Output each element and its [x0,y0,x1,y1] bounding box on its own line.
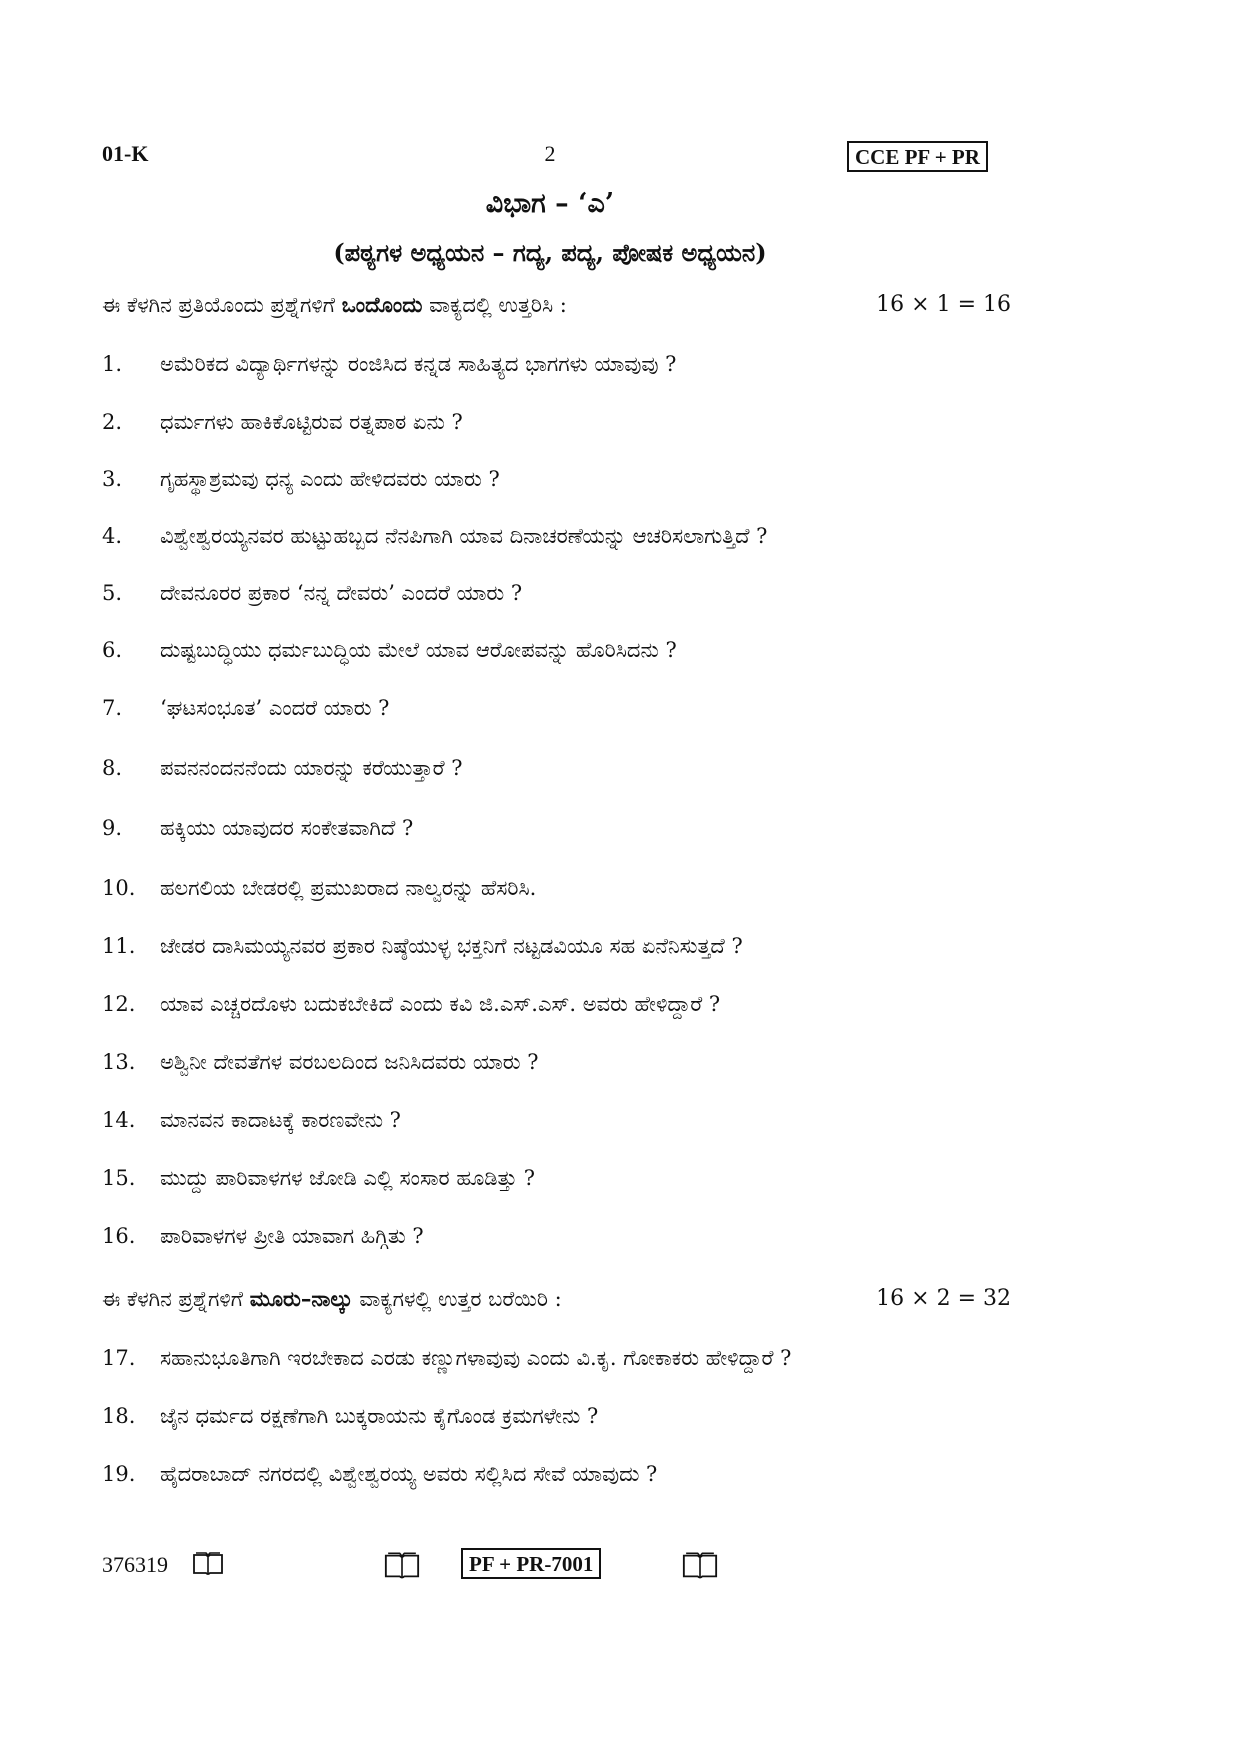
paper-label-box: CCE PF + PR [847,141,988,172]
question-number: 6. [102,638,123,662]
question-text: ಹಲಗಲಿಯ ಬೇಡರಲ್ಲಿ ಪ್ರಮುಖರಾದ ನಾಲ್ವರನ್ನು ಹೆಸರಿಸಿ. [160,876,537,900]
question-number: 19. [102,1462,136,1486]
question-text: ಅಶ್ವಿನೀ ದೇವತೆಗಳ ವರಬಲದಿಂದ ಜನಿಸಿದವರು ಯಾರು ? [160,1050,539,1074]
question-text: ಪವನನಂದನನೆಂದು ಯಾರನ್ನು ಕರೆಯುತ್ತಾರೆ ? [160,756,463,780]
instruction-text: ವಾಕ್ಯಗಳಲ್ಲಿ ಉತ್ತರ ಬರೆಯಿರಿ : [352,1287,562,1311]
footer-code: 376319 [102,1552,168,1577]
question-item [102,467,500,492]
question-item [102,816,413,841]
section-title: ವಿಭಾಗ – ‘ಎ’ [485,188,615,219]
question-number: 15. [102,1166,136,1190]
question-number: 13. [102,1050,136,1074]
question-text: ‘ಘಟಸಂಭೂತ’ ಎಂದರೆ ಯಾರು ? [160,696,390,720]
question-text: ಧರ್ಮಗಳು ಹಾಕಿಕೊಟ್ಟಿರುವ ರತ್ನಪಾಠ ಏನು ? [160,410,463,434]
question-number: 9. [102,816,123,840]
question-text: ಅಮೆರಿಕದ ವಿದ್ಯಾರ್ಥಿಗಳನ್ನು ರಂಜಿಸಿದ ಕನ್ನಡ ಸಾಹಿತ್ಯದ ಭಾಗಗಳು ಯಾವುವು ? [160,352,677,376]
question-number: 4. [102,524,123,548]
book-icon [192,1551,224,1577]
question-item [102,410,463,435]
question-item [102,581,522,606]
instruction-emphasis: ಒಂದೊಂದು [341,292,423,317]
question-number: 18. [102,1404,136,1428]
question-number: 2. [102,410,123,434]
paper-code: 01-K [102,141,149,166]
question-item [102,1050,538,1075]
question-item [102,934,743,959]
question-text: ದುಷ್ಟಬುದ್ಧಿಯು ಧರ್ಮಬುದ್ಧಿಯ ಮೇಲೆ ಯಾವ ಆರೋಪವನ್ನು ಹೊರಿಸಿದನು ? [160,638,677,662]
question-number: 5. [102,581,123,605]
instruction-emphasis: ಮೂರು–ನಾಲ್ಕು [249,1286,353,1311]
question-item [102,352,676,377]
question-text: ಹೈದರಾಬಾದ್ ನಗರದಲ್ಲಿ ವಿಶ್ವೇಶ್ವರಯ್ಯ ಅವರು ಸಲ್ಲಿಸಿದ ಸೇವೆ ಯಾವುದು ? [160,1462,658,1486]
question-item [102,1224,424,1249]
question-item [102,756,463,781]
footer-paper-code-box: PF + PR-7001 [461,1548,601,1579]
question-text: ಪಾರಿವಾಳಗಳ ಪ್ರೀತಿ ಯಾವಾಗ ಹಿಗ್ಗಿತು ? [160,1224,424,1248]
part1-instruction [102,292,567,318]
question-item [102,1404,598,1429]
book-icon [680,1551,720,1581]
section-subtitle: (ಪಠ್ಯಗಳ ಅಧ್ಯಯನ – ಗದ್ಯ, ಪದ್ಯ, ಪೋಷಕ ಅಧ್ಯಯನ) [333,238,767,267]
question-number: 7. [102,696,123,720]
question-text: ವಿಶ್ವೇಶ್ವರಯ್ಯನವರ ಹುಟ್ಟುಹಬ್ಬದ ನೆನಪಿಗಾಗಿ ಯಾವ ದಿನಾಚರಣೆಯನ್ನು ಆಚರಿಸಲಾಗುತ್ತಿದೆ ? [160,524,768,548]
part2-instruction [102,1286,562,1312]
instruction-text: ಈ ಕೆಳಗಿನ ಪ್ರತಿಯೊಂದು ಪ್ರಶ್ನೆಗಳಿಗೆ [102,293,342,317]
question-item [102,1346,791,1371]
question-text: ಯಾವ ಎಚ್ಚರದೊಳು ಬದುಕಬೇಕಿದೆ ಎಂದು ಕವಿ ಜಿ.ಎಸ್.ಎಸ್. ಅವರು ಹೇಳಿದ್ದಾರೆ ? [160,992,721,1016]
question-number: 11. [102,934,136,958]
question-text: ದೇವನೂರರ ಪ್ರಕಾರ ‘ನನ್ನ ದೇವರು’ ಎಂದರೆ ಯಾರು ? [160,581,523,605]
question-item [102,992,720,1017]
question-item [102,696,389,721]
question-number: 16. [102,1224,136,1248]
question-item [102,524,767,549]
question-text: ಹಕ್ಕಿಯು ಯಾವುದರ ಸಂಕೇತವಾಗಿದೆ ? [160,816,414,840]
question-item [102,1166,535,1191]
question-text: ಜೇಡರ ದಾಸಿಮಯ್ಯನವರ ಪ್ರಕಾರ ನಿಷ್ಠೆಯುಳ್ಳ ಭಕ್ತನಿಗೆ ನಟ್ಟಡವಿಯೂ ಸಹ ಏನೆನಿಸುತ್ತದೆ ? [160,934,743,958]
question-item [102,1462,657,1487]
question-text: ಗೃಹಸ್ಥಾಶ್ರಮವು ಧನ್ಯ ಎಂದು ಹೇಳಿದವರು ಯಾರು ? [160,467,500,491]
question-number: 8. [102,756,123,780]
instruction-text: ವಾಕ್ಯದಲ್ಲಿ ಉತ್ತರಿಸಿ : [422,293,567,317]
question-item [102,1108,401,1133]
question-item [102,876,536,901]
question-number: 10. [102,876,136,900]
question-text: ಮಾನವನ ಕಾದಾಟಕ್ಕೆ ಕಾರಣವೇನು ? [160,1108,401,1132]
question-item [102,638,677,663]
question-number: 12. [102,992,136,1016]
question-number: 1. [102,352,123,376]
part1-marks: 16 × 1 = 16 [876,292,1011,317]
question-number: 17. [102,1346,136,1370]
page-number: 2 [544,141,556,166]
question-number: 3. [102,467,123,491]
part2-marks: 16 × 2 = 32 [876,1286,1011,1311]
question-text: ಸಹಾನುಭೂತಿಗಾಗಿ ಇರಬೇಕಾದ ಎರಡು ಕಣ್ಣುಗಳಾವುವು ಎಂದು ವಿ.ಕೃ. ಗೋಕಾಕರು ಹೇಳಿದ್ದಾರೆ ? [160,1346,792,1370]
question-text: ಜೈನ ಧರ್ಮದ ರಕ್ಷಣೆಗಾಗಿ ಬುಕ್ಕರಾಯನು ಕೈಗೊಂಡ ಕ್ರಮಗಳೇನು ? [160,1404,599,1428]
question-number: 14. [102,1108,136,1132]
instruction-text: ಈ ಕೆಳಗಿನ ಪ್ರಶ್ನೆಗಳಿಗೆ [102,1287,250,1311]
book-icon [382,1551,422,1581]
question-text: ಮುದ್ದು ಪಾರಿವಾಳಗಳ ಜೋಡಿ ಎಲ್ಲಿ ಸಂಸಾರ ಹೂಡಿತ್ತು ? [160,1166,536,1190]
